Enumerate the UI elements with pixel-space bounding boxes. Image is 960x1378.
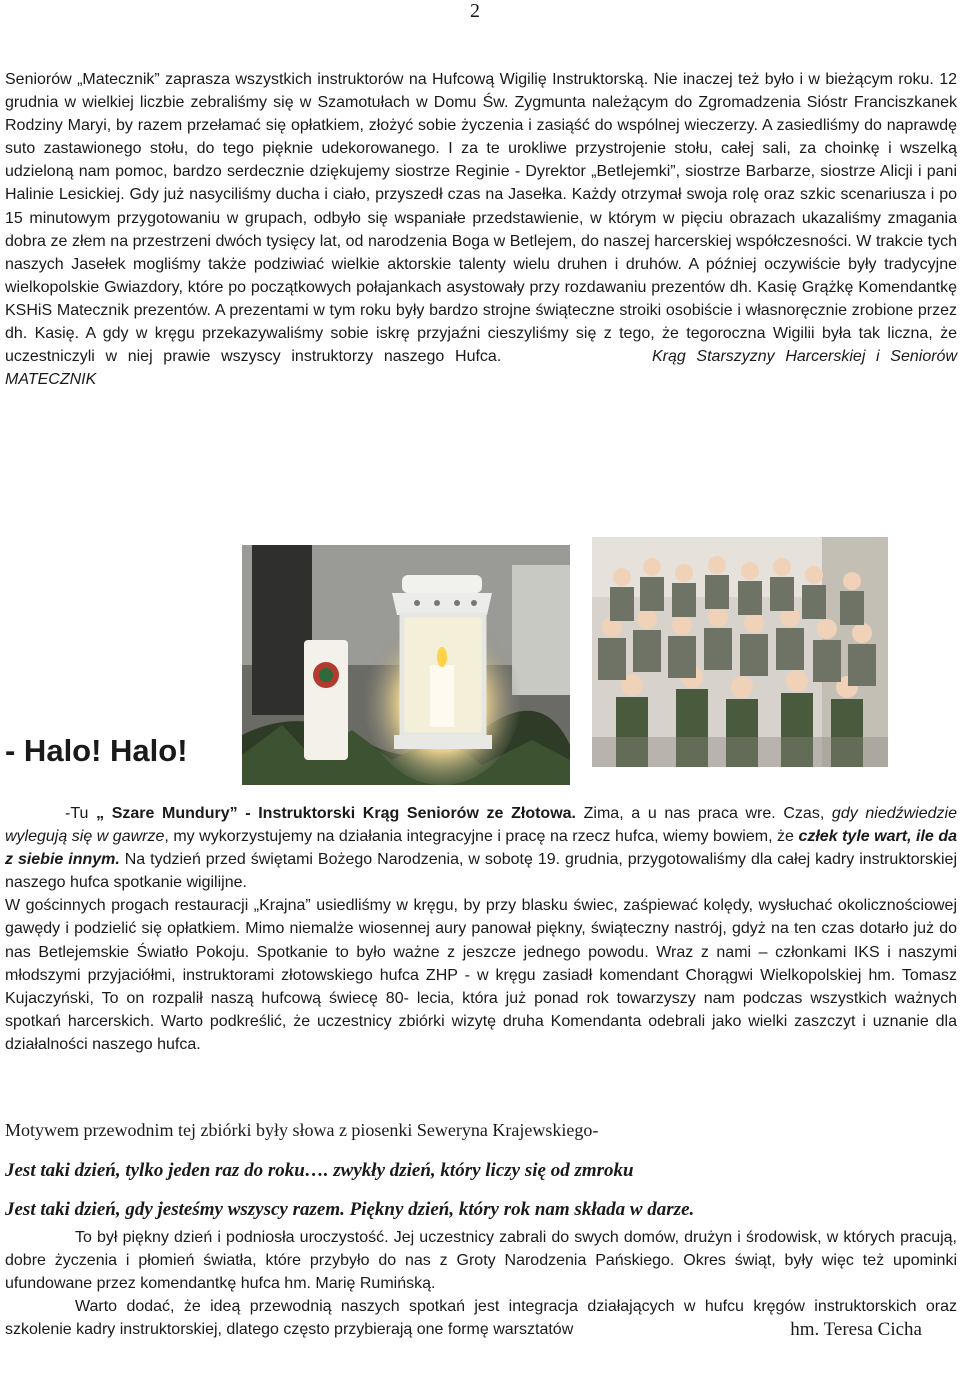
signature-teresa-cicha: hm. Teresa Cicha — [790, 1319, 922, 1341]
paragraph-krajna: W gościnnych progach restauracji „Krajna” usiedliśmy w kręgu, by przy blasku świec, zaśpiewać kolędy, wysłuchać okolicznościowej gawędy i podzielić się opłatkiem. Mimo niemalże wiosennej aury panował piękny, świąteczny nastrój, gdyż na ten czas dotarło już do nas Betlejemskie Światło Pokoju. Spotkanie to było ważne z jeszcze jednego powodu. Wraz z nami – członkami IKS i naszymi młodszymi przyjaciółmi, instruktorami złotowskiego hufca ZHP - w kręgu zasiadł komendant Chorągwi Wielkopolskiej hm. Tomasz Kujaczyński, To on rozpalił naszą hufcową świecę 80- lecia, która już ponad rok towarzyszy nam podczas wszystkich ważnych spotkań harcerskich. Warto podkreślić, że uczestnicy zbiórki wizytę druha Komendanta odebrali jako wielki zaszczyt i uznanie dla działalności naszego hufca. — [5, 897, 957, 1053]
song-quote-1: Jest taki dzień, tylko jeden raz do roku…. zwykły dzień, który liczy się od zmroku — [5, 1160, 634, 1181]
paragraph-lead: -Tu „ Szare Mundury” - Instruktorski Krąg Seniorów ze Złotowa. Zima, a u nas praca wre. Czas, gdy niedźwiedzie wylegują się w gawrze, my wykorzystujemy na działania integracyjne i pracę na rzecz hufca, wiemy bowiem, że człek tyle wart, ile da z siebie innym. Na tydzień przed świętami Bożego Narodzenia, w sobotę 19. grudnia, przygotowaliśmy dla całej kadry instruktorskiej naszego hufca spotkanie wigilijne. — [5, 805, 958, 892]
paragraph-intro: Seniorów „Matecznik” zaprasza wszystkich instruktorów na Hufcową Wigilię Instruktorską. Nie inaczej też było i w bieżącym roku. 12 grudnia w wielkiej liczbie zebraliśmy się w Szamotułach w Domu Św. Zygmunta należącym do Zgromadzenia Sióstr Franciszkanek Rodziny Maryi, by razem przełamać się opłatkiem, złożyć sobie życzenia i zasiąść do wspólnej wieczerzy. — [5, 71, 957, 135]
article-closing — [5, 1226, 957, 1341]
paragraph-closing: To był piękny dzień i podniosła uroczystość. Jej uczestnicy zabrali do swych domów, drużyn i środowisk, w których pracują, dobre życzenia i płomień światła, które przybyło do nas z Groty Narodzenia Pańskiego. Okres świąt, były więc też upominki ufundowane przez komendantkę hufca hm. Marię Rumińską. — [5, 1229, 957, 1293]
photo-scout-group — [592, 537, 888, 767]
song-quote-2: Jest taki dzień, gdy jesteśmy wszyscy razem. Piękny dzień, który rok nam składa w darze. — [5, 1199, 695, 1220]
article-szare-mundury — [5, 802, 957, 1056]
heading-halo: - Halo! Halo! — [5, 733, 188, 768]
paragraph-integration: Warto dodać, że ideą przewodnią naszych spotkań jest integracja działających w hufcu kręgów instruktorskich oraz szkolenie kadry instruktorskiej, dlatego często przybierają one formę warsztatów hm. Teresa Cicha — [5, 1298, 957, 1341]
signature-matecznik: Krąg Starszyzny Harcerskiej i Seniorów MATECZNIK — [5, 348, 957, 389]
page-number: 2 — [470, 0, 480, 22]
photo-lantern-candle — [242, 545, 570, 785]
paragraph-body: A zasiedliśmy do naprawdę suto zastawionego stołu, do tego pięknie udekorowanego. I za te urokliwe przystrojenie stołu, całej sali, za choinkę i wszelką udzieloną nam pomoc, bardzo serdecznie dziękujemy siostrze Reginie - Dyrektor „Betlejemki”, siostrze Barbarze, siostrze Alicji i pani Halinie Lesickiej. Gdy już nasyciliśmy ducha i ciało, przyszedł czas na Jasełka. Każdy otrzymał swoja rolę oraz szkic scenariusza i po 15 minutowym przygotowaniu w grupach, odbyło się wspaniałe przedstawienie, w którym w pięciu obrazach ukazaliśmy zmagania dobra ze złem na przestrzeni dwóch tysięcy lat, od narodzenia Boga w Betlejem, do naszej harcerskiej współczesności. W trakcie tych naszych Jasełek mogliśmy także podziwiać wielkie aktorskie talenty wielu druhen i druhów. A później oczywiście były tradycyjne wielkopolskie Gwiazdory, które po początkowych połajankach asystowały przy rozdawaniu prezentów dh. Kasię Grążkę Komendantkę KSHiS Matecznik prezentów. A prezentami w tym roku były bardzo strojne świąteczne stroiki osobiście i własnoręcznie zrobione przez dh. Kasię. A gdy w kręgu przekazywaliśmy sobie iskrę przyjaźni cieszyliśmy się z tego, że tegoroczna Wigilii była tak liczna, że uczestniczyli w niej prawie wszyscy instruktorzy naszego Hufca. — [5, 117, 958, 366]
article-matecznik — [5, 68, 957, 391]
group-name: „ Szare Mundury” - Instruktorski Krąg Seniorów ze Złotowa. — [96, 805, 576, 822]
motto-intro: Motywem przewodnim tej zbiórki były słowa z piosenki Seweryna Krajewskiego- — [5, 1120, 599, 1140]
